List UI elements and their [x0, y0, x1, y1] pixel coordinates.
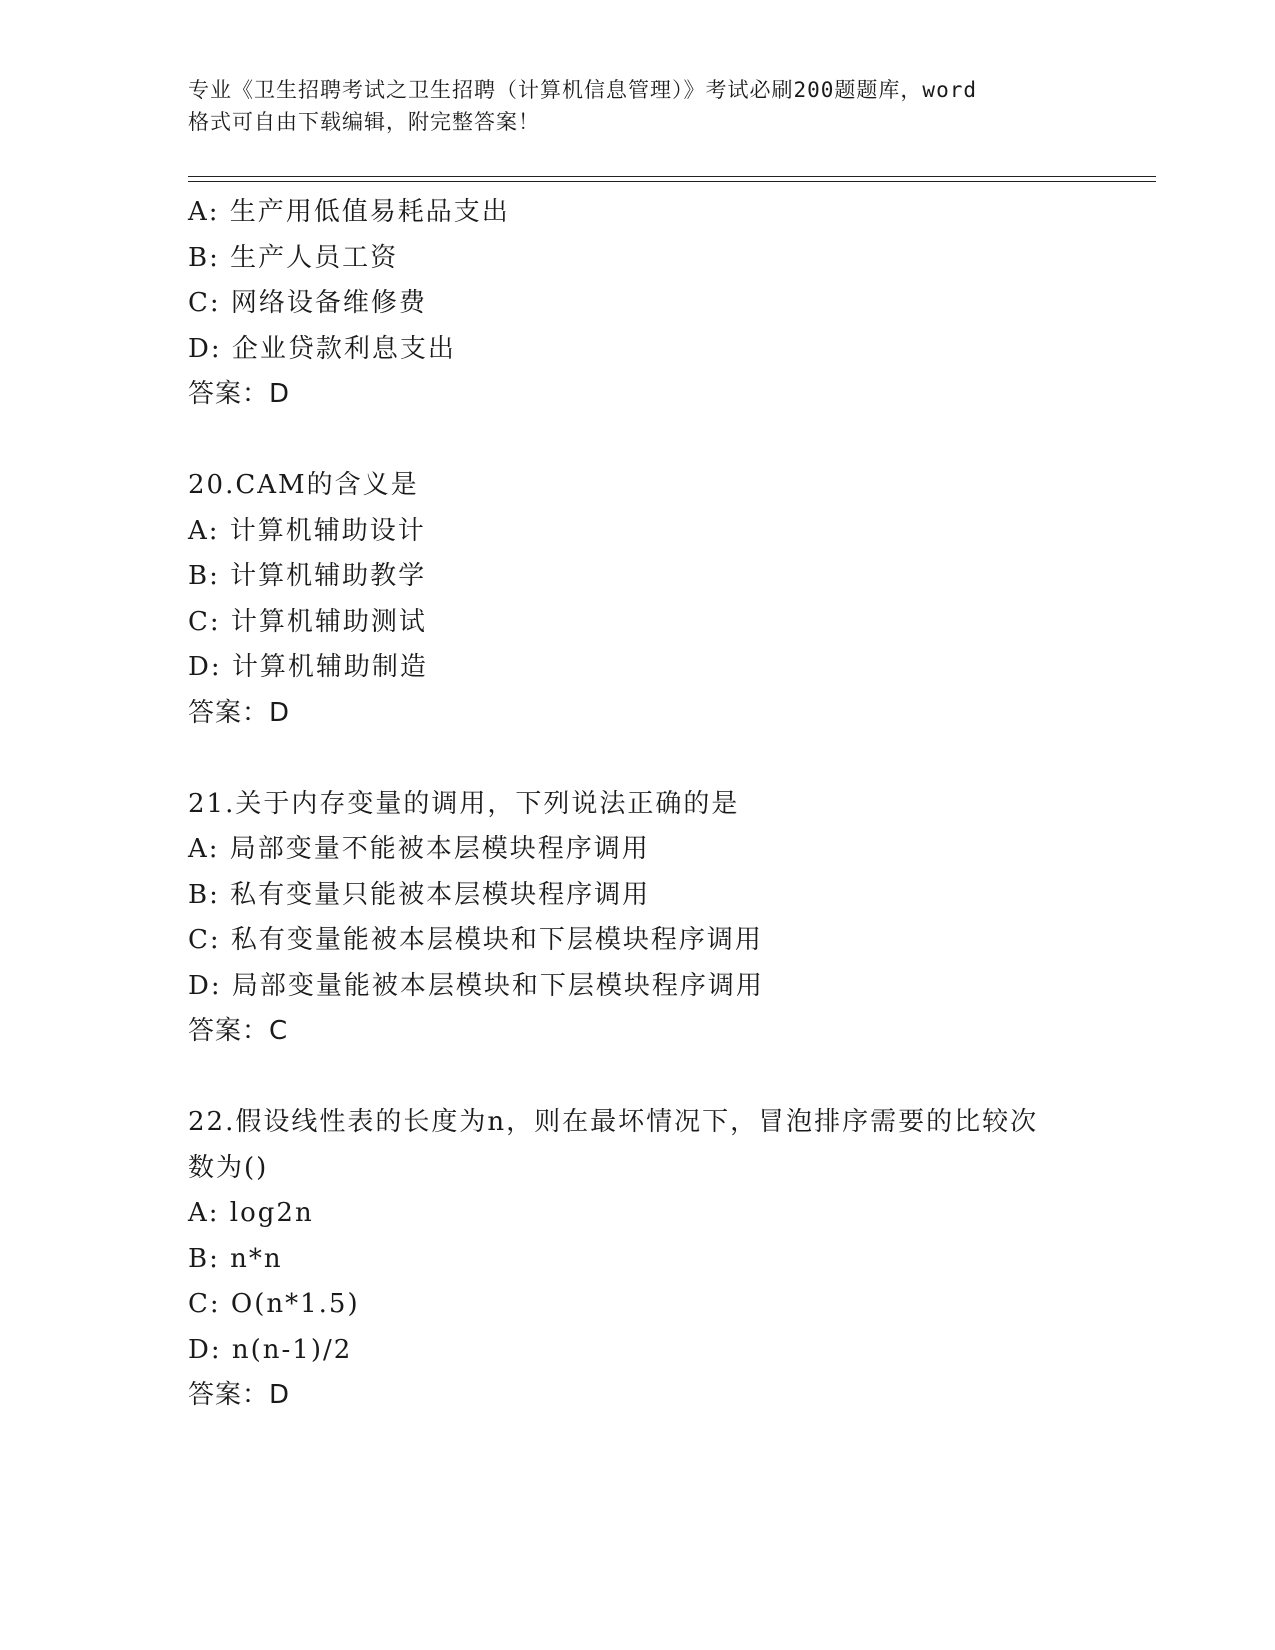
option-d: D: 企业贷款利息支出 — [188, 333, 456, 364]
question-stem-line-1: 22.假设线性表的长度为n，则在最坏情况下，冒泡排序需要的比较次 — [188, 1107, 1039, 1137]
answer-line: 答案：D — [188, 379, 291, 409]
answer-line: 答案：D — [188, 1380, 291, 1410]
header-divider-bottom — [188, 181, 1156, 182]
option-b: B: n*n — [188, 1243, 283, 1274]
option-c: C: O(n*1.5) — [188, 1289, 360, 1319]
document-header — [188, 74, 1108, 138]
option-b: B: 生产人员工资 — [188, 242, 399, 273]
option-a: A: 计算机辅助设计 — [188, 515, 426, 546]
question-list — [188, 190, 1148, 1419]
question-22 — [188, 1100, 1148, 1419]
header-line-1: 专业《卫生招聘考试之卫生招聘（计算机信息管理）》考试必刷200题题库，word — [188, 78, 977, 102]
option-d: D: n(n-1)/2 — [188, 1334, 353, 1365]
spacer — [188, 736, 1148, 782]
header-divider-top — [188, 176, 1156, 177]
answer-line: 答案：C — [188, 1016, 289, 1046]
question-21 — [188, 782, 1148, 1055]
question-stem: 20.CAM的含义是 — [188, 470, 419, 500]
option-b: B: 私有变量只能被本层模块程序调用 — [188, 879, 651, 910]
question-stem-line-2: 数为() — [188, 1152, 269, 1183]
option-c: C: 网络设备维修费 — [188, 288, 427, 318]
option-c: C: 计算机辅助测试 — [188, 606, 427, 637]
spacer — [188, 1055, 1148, 1101]
option-c: C: 私有变量能被本层模块和下层模块程序调用 — [188, 925, 763, 955]
option-a: A: log2n — [188, 1198, 314, 1228]
option-d: D: 计算机辅助制造 — [188, 652, 428, 682]
question-stem: 21.关于内存变量的调用，下列说法正确的是 — [188, 788, 740, 819]
question-20 — [188, 463, 1148, 736]
option-a: A: 局部变量不能被本层模块程序调用 — [188, 834, 650, 864]
option-b: B: 计算机辅助教学 — [188, 561, 427, 591]
option-d: D: 局部变量能被本层模块和下层模块程序调用 — [188, 970, 764, 1001]
spacer — [188, 418, 1148, 464]
header-line-2: 格式可自由下载编辑，附完整答案！ — [188, 110, 540, 134]
option-a: A: 生产用低值易耗品支出 — [188, 197, 510, 227]
question-19 — [188, 190, 1148, 418]
answer-line: 答案：D — [188, 697, 291, 728]
